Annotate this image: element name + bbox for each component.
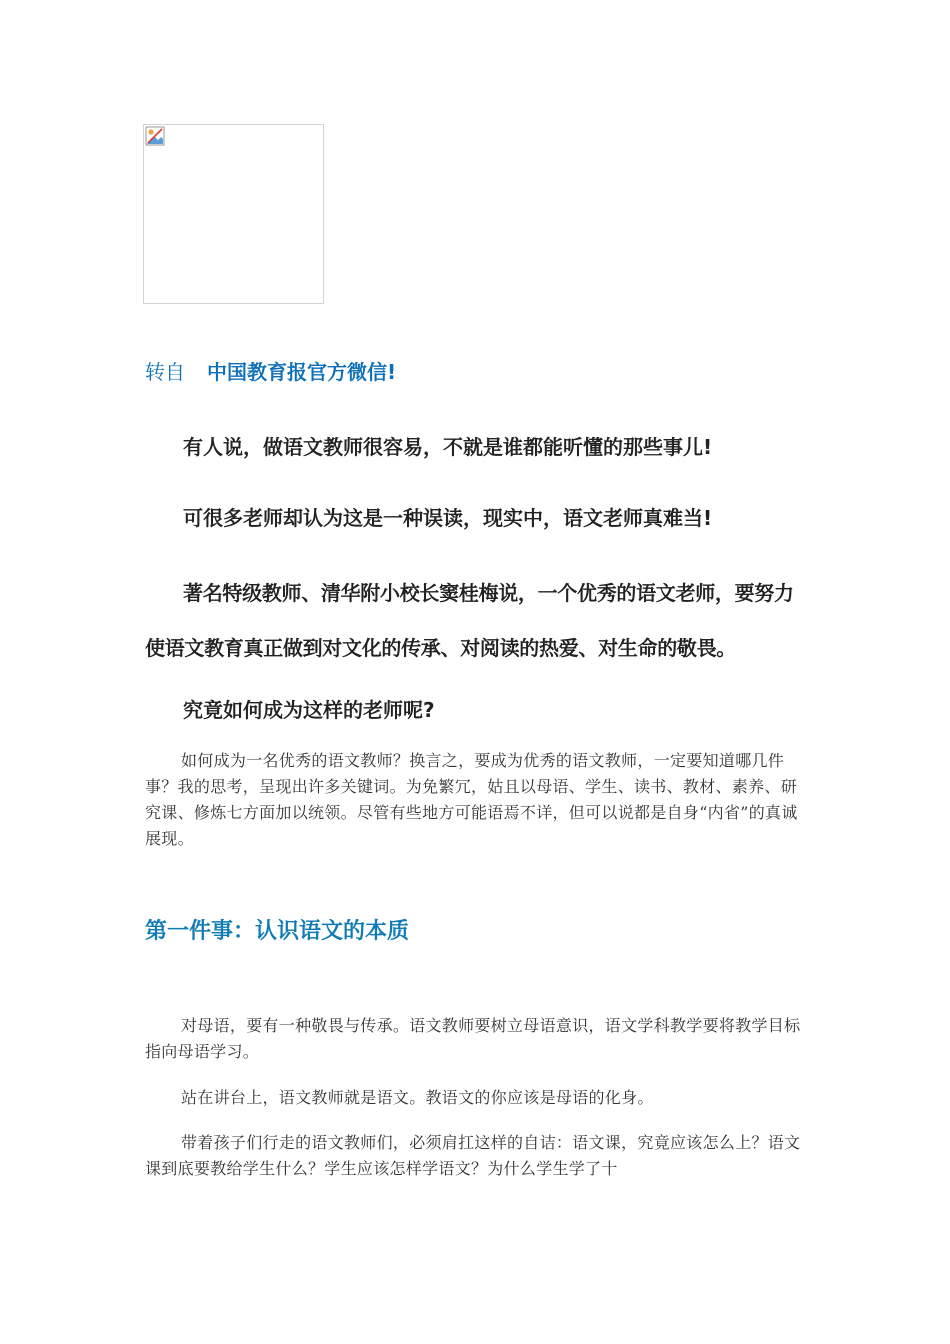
intro-question: 究竟如何成为这样的老师呢?	[183, 698, 435, 722]
section-paragraph-3: 带着孩子们行走的语文教师们，必须肩扛这样的自诘：语文课，究竟应该怎么上？语文课到底要教给学生什么？学生应该怎样学语文？为什么学生学了十	[145, 1133, 801, 1178]
source-attribution	[145, 356, 396, 385]
intro-paragraph-2: 可很多老师却认为这是一种误读，现实中，语文老师真难当!	[183, 506, 713, 530]
source-name: 中国教育报官方微信!	[207, 360, 397, 384]
section-paragraph-1: 对母语，要有一种敬畏与传承。语文教师要树立母语意识，语文学科教学要将教学目标指向母语学习。	[145, 1016, 801, 1061]
broken-image-icon	[145, 126, 165, 146]
intro-paragraph-3: 著名特级教师、清华附小校长窦桂梅说，一个优秀的语文老师，要努力使语文教育真正做到对文化的传承、对阅读的热爱、对生命的敬畏。	[145, 581, 794, 660]
body-paragraph-1: 如何成为一名优秀的语文教师？换言之，要成为优秀的语文教师，一定要知道哪几件事？我的思考，呈现出许多关键词。为免繁冗，姑且以母语、学生、读书、教材、素养、研究课、修炼七方面加以统领。尽管有些地方可能语焉不详，但可以说都是自身“内省”的真诚展现。	[145, 751, 798, 848]
section-heading: 第一件事：认识语文的本质	[145, 919, 410, 944]
section-paragraph-2: 站在讲台上，语文教师就是语文。教语文的你应该是母语的化身。	[181, 1088, 654, 1107]
article-image-placeholder	[143, 124, 324, 304]
intro-paragraph-1: 有人说，做语文教师很容易，不就是谁都能听懂的那些事儿!	[183, 435, 713, 459]
source-prefix: 转自	[145, 360, 185, 384]
